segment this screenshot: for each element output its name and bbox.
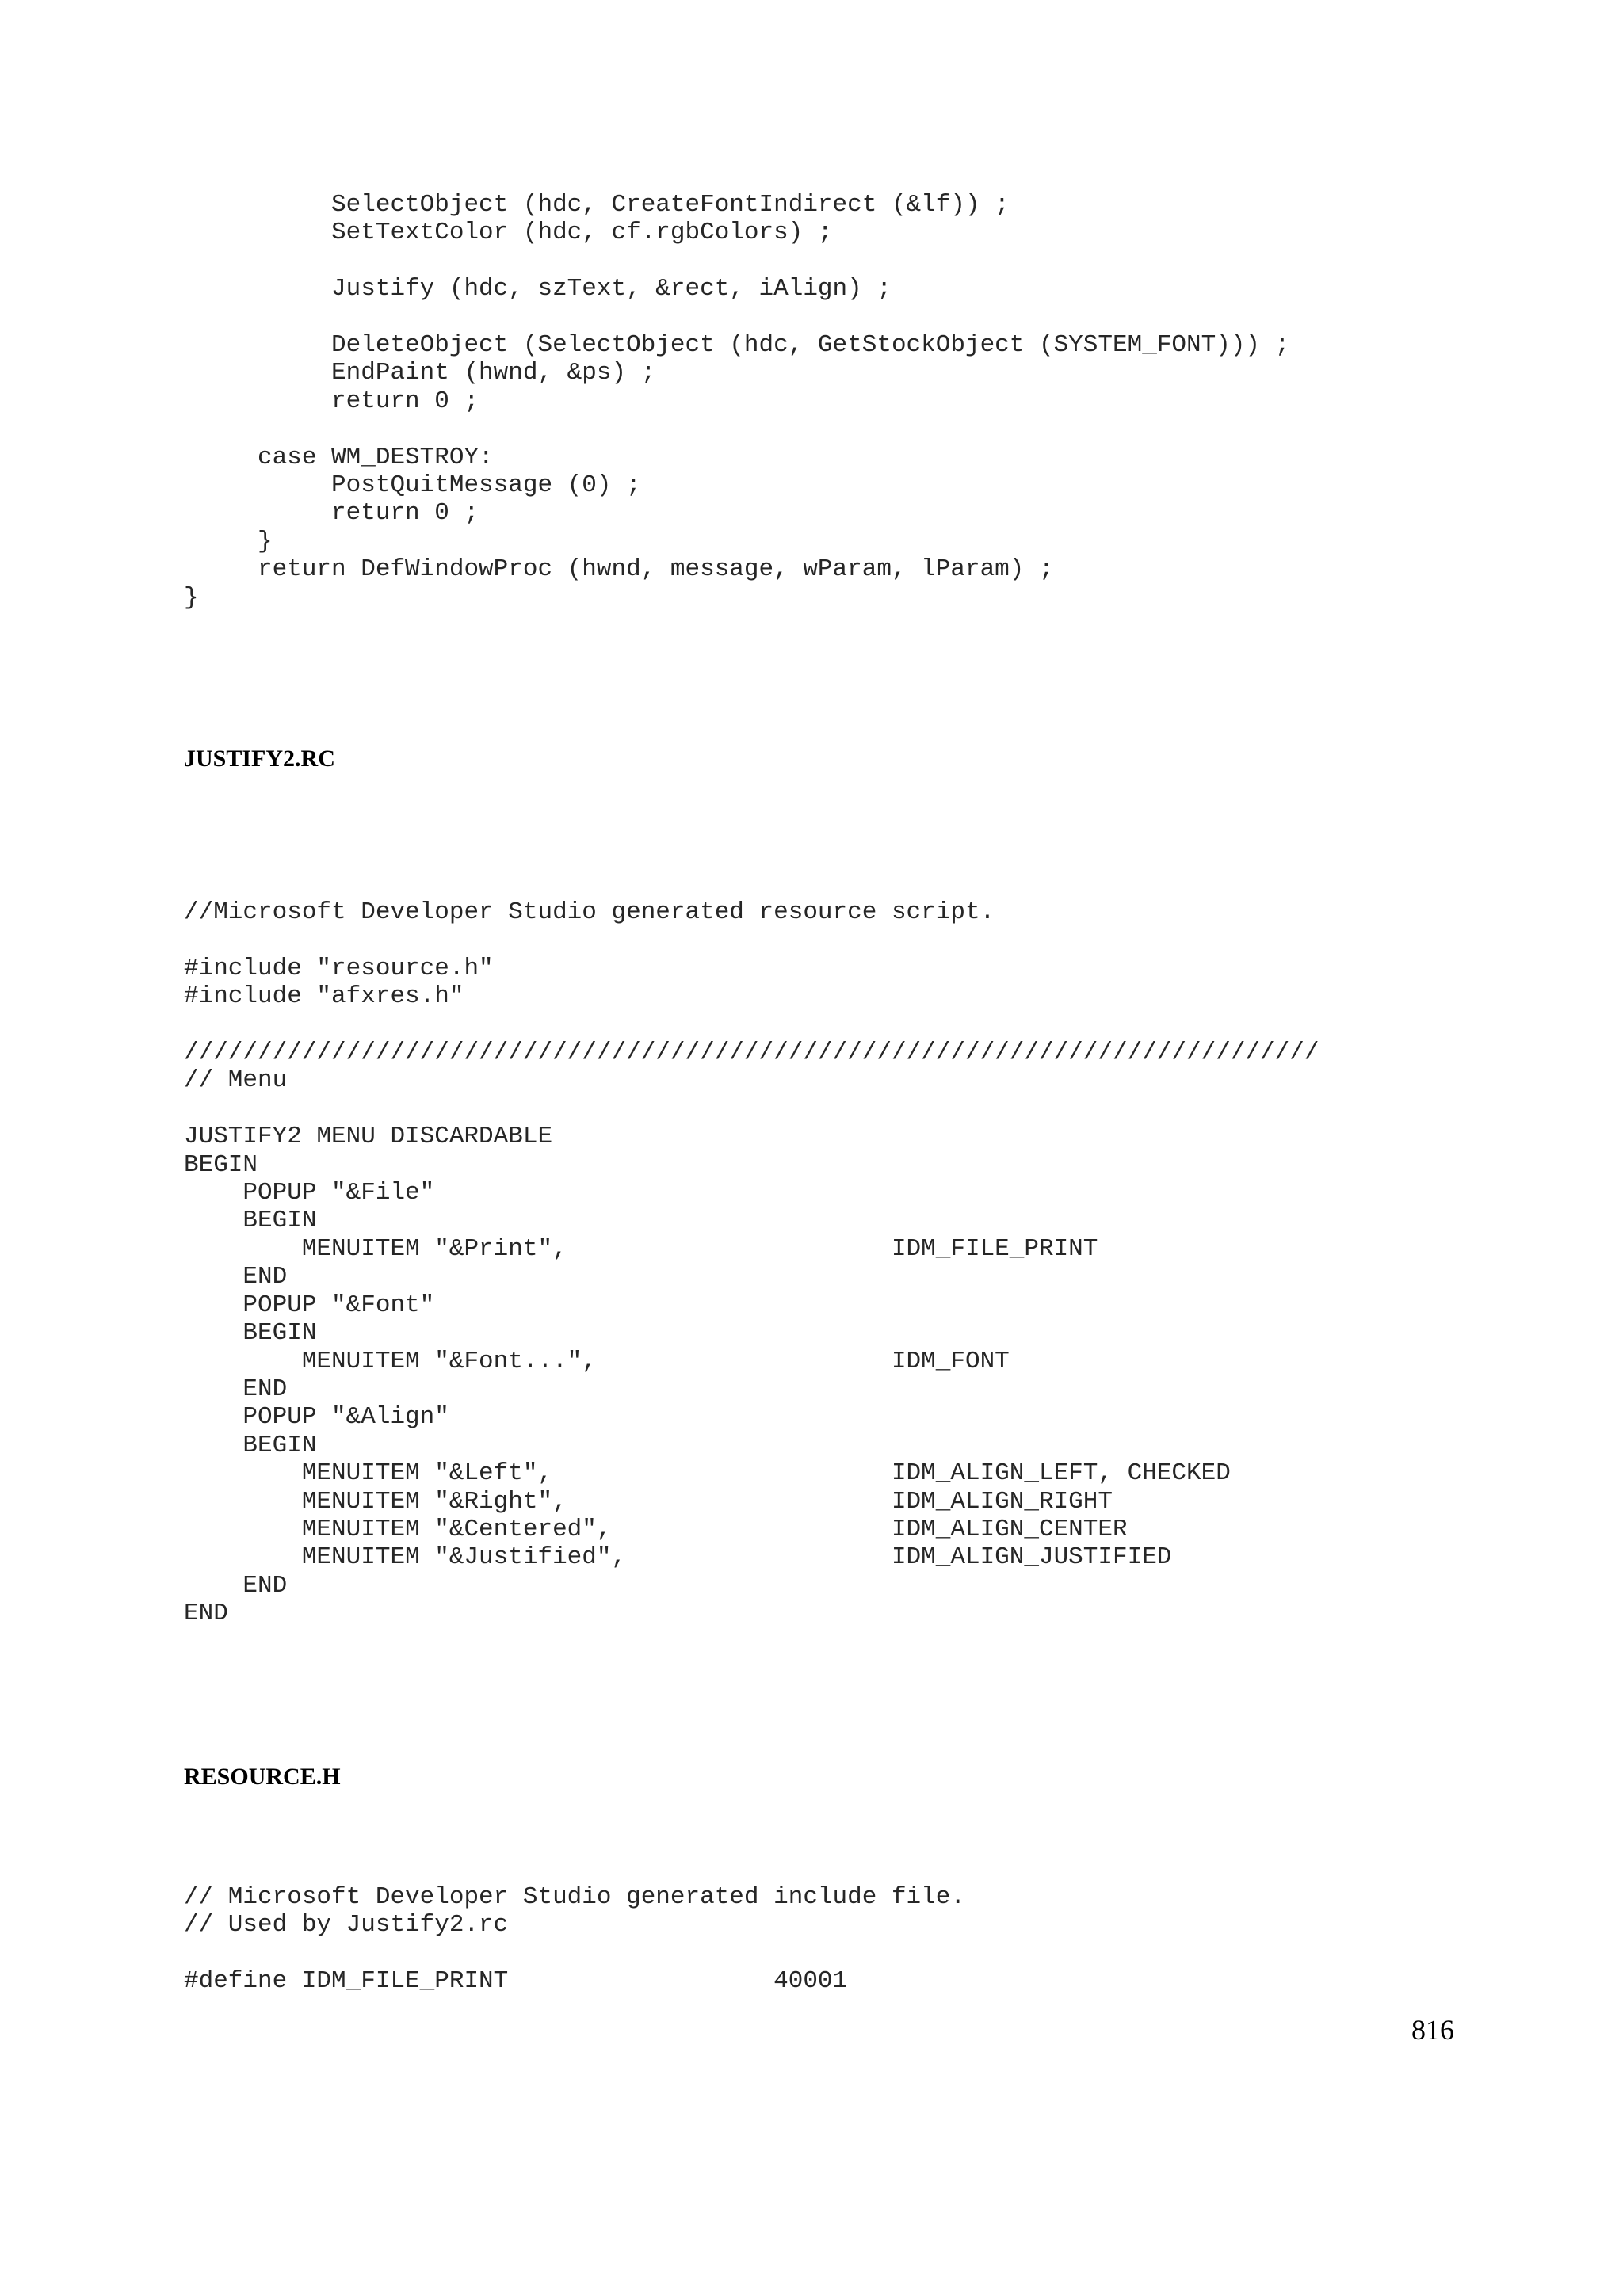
section-heading-resource-h: RESOURCE.H [184,1764,341,1790]
code-block-resource-header: // Microsoft Developer Studio generated include file. // Used by Justify2.rc #define IDM_FILE_PRINT 40001 [184,1883,965,1996]
section-heading-justify2-rc: JUSTIFY2.RC [184,746,335,772]
code-block-resource-script: //Microsoft Developer Studio generated resource script. #include "resource.h" #include "afxres.h" ///////////////////////////////////////////////////////////////////////////// // Menu JUSTIFY2 MENU DISCARDABLE BEGIN POPUP "&File" BEGIN MENUITEM "&Print", IDM_FILE_PRINT END POPUP "&Font" BEGIN MENUITEM "&Font...", IDM_FONT END POPUP "&Align" BEGIN MENUITEM "&Left", IDM_ALIGN_LEFT, CHECKED MENUITEM "&Right", IDM_ALIGN_RIGHT MENUITEM "&Centered", IDM_ALIGN_CENTER MENUITEM "&Justified", IDM_ALIGN_JUSTIFIED END END [184,898,1319,1628]
page-number: 816 [1411,2014,1454,2046]
code-block-wndproc-end: SelectObject (hdc, CreateFontIndirect (&lf)) ; SetTextColor (hdc, cf.rgbColors) ; Justify (hdc, szText, &rect, iAlign) ; DeleteObject (SelectObject (hdc, GetStockObject (SYSTEM_FONT))) ; EndPaint (hwnd, &ps) ; return 0 ; case WM_DESTROY: PostQuitMessage (0) ; return 0 ; } return DefWindowProc (hwnd, message, wParam, lParam) ; } [184,191,1290,612]
